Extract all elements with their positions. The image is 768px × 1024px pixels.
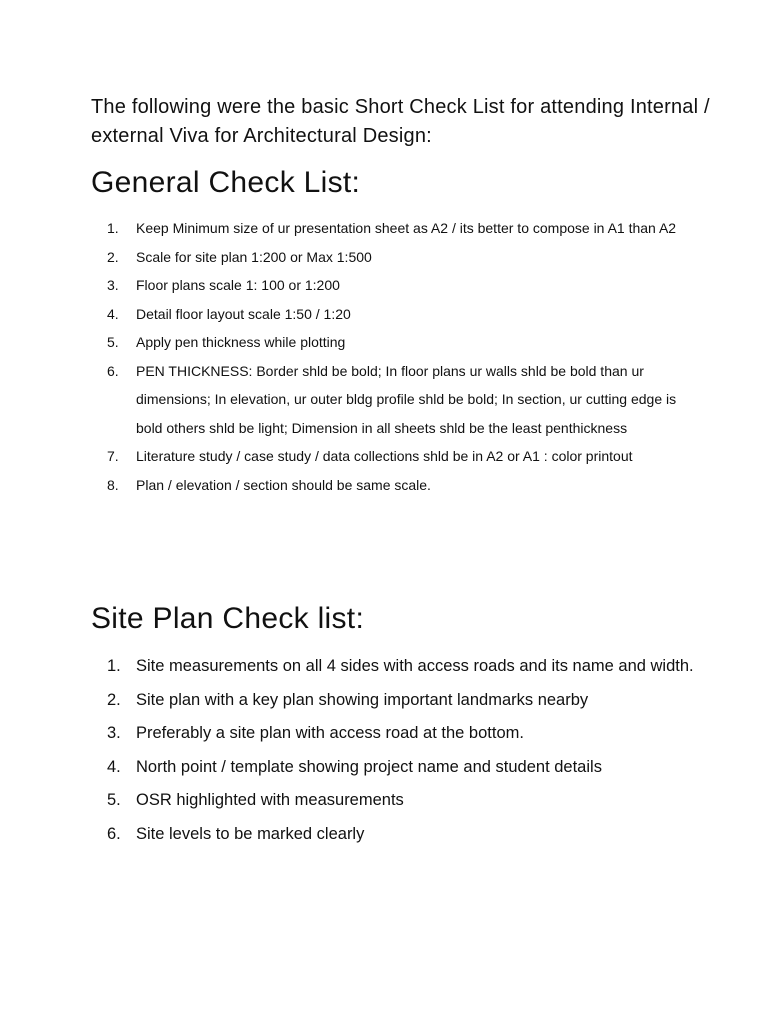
item-number: 5. — [107, 334, 119, 350]
item-text: Site levels to be marked clearly — [136, 824, 365, 843]
item-number: 7. — [107, 448, 119, 464]
list-item — [107, 717, 697, 751]
list-item — [107, 751, 697, 785]
list-item — [107, 328, 687, 357]
item-number: 4. — [107, 305, 119, 322]
intro-paragraph: The following were the basic Short Check List for attending Internal / external Viva for Architectural Design: — [91, 96, 710, 147]
list-item — [107, 214, 687, 243]
item-text: OSR highlighted with measurements — [136, 791, 404, 809]
item-number: 4. — [107, 757, 121, 776]
item-number: 1. — [107, 657, 121, 675]
site-plan-checklist-heading: Site Plan Check list: — [91, 602, 365, 635]
item-number: 3. — [107, 277, 119, 293]
item-number: 6. — [107, 824, 121, 843]
general-checklist — [107, 214, 687, 499]
item-number: 2. — [107, 690, 121, 709]
list-item — [107, 684, 697, 718]
general-checklist-heading: General Check List: — [91, 166, 361, 199]
site-plan-checklist — [107, 650, 697, 851]
list-item — [107, 442, 687, 471]
list-item — [107, 471, 687, 500]
item-text: Preferably a site plan with access road at the bottom. — [136, 724, 524, 742]
item-text: Keep Minimum size of ur presentation sheet as A2 / its better to compose in A1 than A2 — [136, 220, 677, 236]
item-text: Apply pen thickness while plotting — [136, 334, 346, 350]
item-number: 5. — [107, 791, 121, 809]
item-text: PEN THICKNESS: Border shld be bold; In floor plans ur walls shld be bold than ur dimensions; In elevation, ur outer bldg profile shld be bold; In section, ur cutting edge is bold others shld be light; Dimension in all sheets shld be the least penthickness — [136, 362, 677, 436]
list-item — [107, 357, 687, 443]
item-text: Plan / elevation / section should be same scale. — [136, 476, 431, 493]
list-item — [107, 243, 687, 272]
item-number: 1. — [107, 220, 119, 236]
item-number: 2. — [107, 248, 119, 265]
list-item — [107, 818, 697, 852]
item-text: Literature study / case study / data collections shld be in A2 or A1 : color printout — [136, 448, 633, 464]
item-number: 8. — [107, 476, 119, 493]
list-item — [107, 650, 697, 684]
list-item — [107, 271, 687, 300]
item-text: Site measurements on all 4 sides with access roads and its name and width. — [136, 657, 694, 675]
item-number: 3. — [107, 724, 121, 742]
item-text: North point / template showing project name and student details — [136, 757, 602, 776]
list-item — [107, 784, 697, 818]
list-item — [107, 300, 687, 329]
item-text: Site plan with a key plan showing important landmarks nearby — [136, 690, 589, 709]
item-number: 6. — [107, 362, 119, 379]
item-text: Detail floor layout scale 1:50 / 1:20 — [136, 305, 351, 322]
item-text: Scale for site plan 1:200 or Max 1:500 — [136, 248, 372, 265]
item-text: Floor plans scale 1: 100 or 1:200 — [136, 277, 340, 293]
